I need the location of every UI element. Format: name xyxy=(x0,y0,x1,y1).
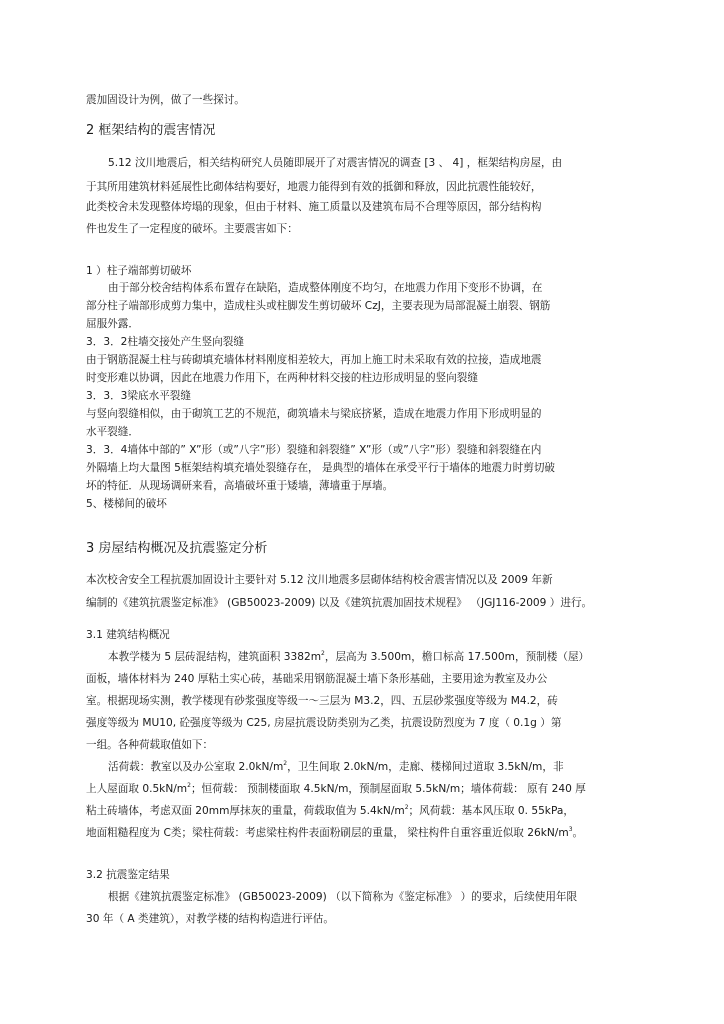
paragraph-line: 由于部分校舍结构体系布置存在缺陷，造成整体刚度不均匀，在地震力作用下变形不协调，在 xyxy=(108,282,543,294)
damage-item-heading: 3．3．2柱墙交接处产生竖向裂缝 xyxy=(86,336,244,348)
paragraph-line: 部分柱子端部形成剪力集中，造成柱头或柱脚发生剪切破坏 CzJ，主要表现为局部混凝土崩裂、钢筋 xyxy=(86,300,551,312)
paragraph-line: 由于钢筋混凝土柱与砖砌填充墙体材料刚度相差较大，再加上施工时未采取有效的拉接，造成地震 xyxy=(86,354,542,366)
paragraph-line: 根据《建筑抗震鉴定标准》 (GB50023-2009) （以下简称为《鉴定标准》 ）的要求，后续使用年限 xyxy=(108,891,578,903)
paragraph-line: 地面粗糙程度为 C类；梁柱荷载：考虑梁柱构件表面粉刷层的重量， 梁柱构件自重容重近似取 $26kN/m^3$。 xyxy=(86,826,584,839)
paragraph-line: 水平裂缝． xyxy=(86,426,139,438)
paragraph-line: 粘土砖墙体，考虑双面 20mm厚抹灰的重量，荷载取值为 $5.4kN/m^2$；风荷载：基本风压取 0. 55kPa， xyxy=(86,804,574,817)
damage-item-heading: 5、楼梯间的破坏 xyxy=(86,498,167,510)
paragraph-line: 室。根据现场实测，教学楼现有砂浆强度等级一～三层为 M3.2，四、五层砂浆强度等级为 M4.2，砖 xyxy=(86,695,558,707)
subsection-3-2-heading: 3.2 抗震鉴定结果 xyxy=(86,869,170,881)
paragraph-line: 上人屋面取 $0.5kN/m^2$；恒荷载： 预制楼面取 4.5kN/m，预制屋面取 5.5kN/m；墙体荷载： 原有 240 厚 xyxy=(86,782,586,795)
paragraph-line: 坏的特征．从现场调研来看，高墙破坏重于矮墙，薄墙重于厚墙。 xyxy=(86,480,394,492)
subsection-3-1-heading: 3.1 建筑结构概况 xyxy=(86,629,170,641)
paragraph-line: 屈服外露． xyxy=(86,318,139,330)
damage-item-heading: 1 ）柱子端部剪切破坏 xyxy=(86,265,192,277)
damage-item-heading: 3．3．4墙体中部的” X”形（或”八字”形）裂缝和斜裂缝” X”形（或”八字”形）裂缝和斜裂缝在内 xyxy=(86,444,542,456)
paragraph-line: 本次校舍安全工程抗震加固设计主要针对 5.12 汶川地震多层砌体结构校舍震害情况以及 2009 年新 xyxy=(86,574,553,586)
paragraph-line: 面板，墙体材料为 240 厚粘土实心砖，基础采用钢筋混凝土墙下条形基础，主要用途为教室及办公 xyxy=(86,673,548,685)
paragraph-line: 活荷载：教室以及办公室取 $2.0kN/m^2$，卫生间取 2.0kN/m，走廊、楼梯间过道取 3.5kN/m，非 xyxy=(108,760,564,773)
paragraph-line: 时变形难以协调，因此在地震力作用下，在两种材料交接的柱边形成明显的竖向裂缝 xyxy=(86,372,478,384)
damage-item-heading: 3．3．3梁底水平裂缝 xyxy=(86,390,191,402)
section-3-heading: 3 房屋结构概况及抗震鉴定分析 xyxy=(86,541,268,556)
paragraph-line: 此类校舍未发现整体垮塌的现象，但由于材料、施工质量以及建筑布局不合理等原因，部分结构构 xyxy=(86,201,542,213)
intro-line: 震加固设计为例，做了一些探讨。 xyxy=(86,94,245,106)
paragraph-line: 30 年（ A 类建筑），对教学楼的结构构造进行评估。 xyxy=(86,913,334,925)
paragraph-line: 于其所用建筑材料延展性比砌体结构要好，地震力能得到有效的抵御和释放，因此抗震性能较好， xyxy=(86,181,542,193)
paragraph-line: 编制的《建筑抗震鉴定标准》 (GB50023-2009) 以及《建筑抗震加固技术规程》 （JGJ116-2009 ）进行。 xyxy=(86,597,593,609)
paragraph-line: 外隔墙上均大量图 5框架结构填充墙处裂缝存在， 是典型的墙体在承受平行于墙体的地震力时剪切破 xyxy=(86,462,556,474)
paragraph-line: 5.12 汶川地震后，相关结构研究人员随即展开了对震害情况的调查 [3 、 4] ，框架结构房屋，由 xyxy=(108,157,563,169)
paragraph-line: 与竖向裂缝相似，由于砌筑工艺的不规范，砌筑墙未与梁底挤紧，造成在地震力作用下形成明显的 xyxy=(86,408,542,420)
paragraph-line: 本教学楼为 5 层砖混结构，建筑面积 $3382m^2$，层高为 3.500m，檐口标高 17.500m，预制楼（屋） xyxy=(108,650,590,663)
paragraph-line: 强度等级为 MU10, 砼强度等级为 C25, 房屋抗震设防类别为乙类，抗震设防烈度为 7 度（ 0.1g ）第 xyxy=(86,717,562,729)
paragraph-line: 件也发生了一定程度的破坏。主要震害如下： xyxy=(86,223,298,235)
paragraph-line: 一组。各种荷载取值如下： xyxy=(86,739,214,751)
section-2-heading: 2 框架结构的震害情况 xyxy=(86,123,216,138)
